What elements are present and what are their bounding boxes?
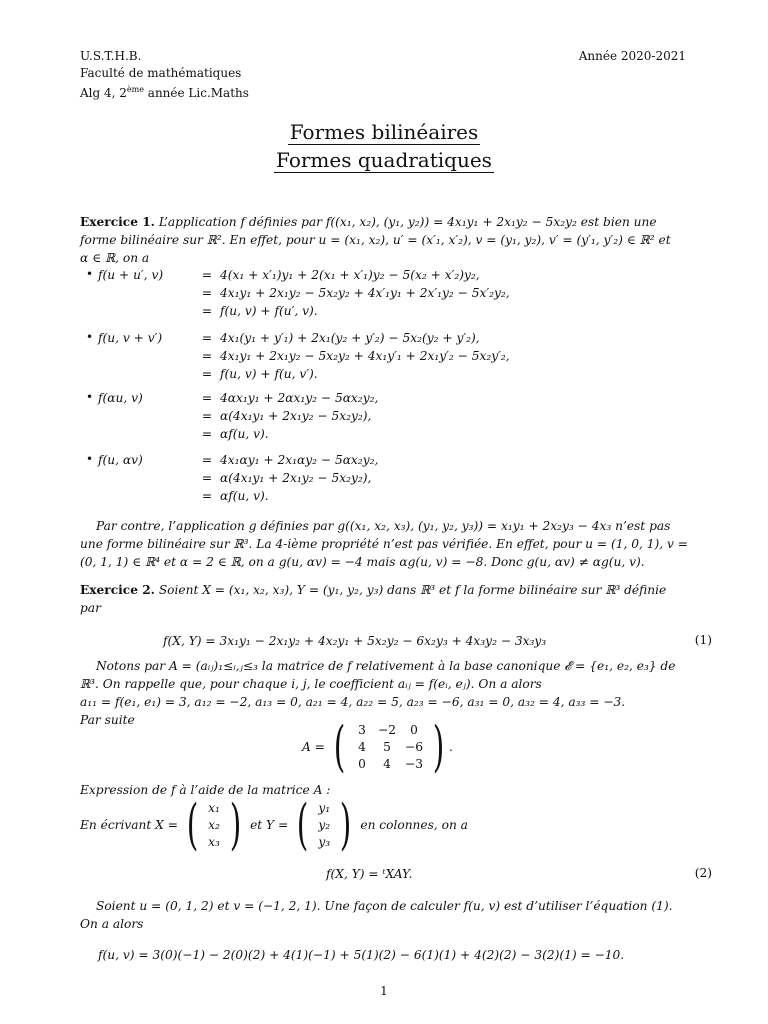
block2-rhs-2: 4x₁y₁ + 2x₁y₂ − 5x₂y₂ + 4x₁y′₁ + 2x₁y′₂ − 5x₂y′₂,	[220, 349, 510, 363]
ex1-block3-row2	[98, 408, 371, 425]
block2-rhs-3: f(u, v) + f(u, v′).	[220, 367, 318, 381]
eq-sign: =	[201, 304, 213, 318]
vector-cell: x₂	[208, 817, 220, 832]
ex2-eq2: f(X, Y) = ᵗXAY.	[326, 867, 413, 881]
ex2-soient-line-1: Soient u = (0, 1, 2) et v = (−1, 2, 1). Une façon de calculer f(u, v) est d’utiliser l’équation (1).	[96, 899, 673, 913]
ex2-soient-line-2: On a alors	[80, 917, 144, 931]
matrix-cell: 4	[383, 756, 391, 771]
ex2-eq1-number: (1)	[694, 633, 712, 647]
ex1-block4-row1	[98, 452, 378, 469]
ecrivant-text: En écrivant X =	[80, 818, 178, 832]
course-prefix: Alg 4, 2	[80, 86, 127, 100]
ex2-eq1: f(X, Y) = 3x₁y₁ − 2x₁y₂ + 4x₂y₁ + 5x₂y₂ − 6x₂y₃ + 4x₃y₂ − 3x₃y₃	[163, 634, 547, 648]
ex1-block1-row3	[98, 303, 318, 320]
colonnes-text: en colonnes, on a	[360, 818, 468, 832]
eq-sign: =	[201, 349, 213, 363]
title-text-2: Formes quadratiques	[276, 148, 492, 172]
header-course	[80, 82, 249, 101]
eq-sign: =	[201, 331, 213, 345]
eq-sign: =	[201, 453, 213, 467]
block1-rhs-3: f(u, v) + f(u′, v).	[220, 304, 318, 318]
ex1-block3-row1	[98, 390, 378, 407]
title-line-2	[0, 148, 768, 172]
matrix-cell: 4	[358, 739, 366, 754]
matrix-a	[302, 715, 453, 778]
block1-rhs-1: 4(x₁ + x′₁)y₁ + 2(x₁ + x′₁)y₂ − 5(x₂ + x′₂)y₂,	[220, 268, 480, 282]
block3-rhs-2: α(4x₁y₁ + 2x₁y₂ − 5x₂y₂),	[220, 409, 372, 423]
header-faculty: Faculté de mathématiques	[80, 66, 242, 80]
ex2-intro-line-1	[80, 582, 666, 599]
ex2-notons-line-1: Notons par A = (aᵢⱼ)₁≤ᵢ,ⱼ≤₃ la matrice de f relativement à la base canonique 𝓔 = {e₁, e₂, e₃} de	[96, 659, 676, 673]
matrix-cell: −6	[404, 739, 423, 754]
header-year: Année 2020-2021	[578, 49, 686, 63]
block2-lhs: f(u, v + v′)	[98, 331, 163, 345]
header-institution: U.S.T.H.B.	[80, 49, 142, 63]
ex1-block2-row2	[98, 348, 510, 365]
vector-cell: y₂	[318, 817, 331, 832]
block4-rhs-2: α(4x₁y₁ + 2x₁y₂ − 5x₂y₂),	[220, 471, 372, 485]
ex2-intro-line-2: par	[80, 601, 101, 615]
column-vectors-line	[80, 793, 468, 856]
ex2-calc: f(u, v) = 3(0)(−1) − 2(0)(2) + 4(1)(−1) + 5(1)(2) − 6(1)(1) + 4(2)(2) − 3(2)(1) = −10.	[98, 948, 625, 962]
matrix-cell: 0	[410, 722, 418, 737]
course-sup: ème	[126, 85, 144, 94]
right-paren: )	[340, 793, 352, 856]
matrix-a-end: .	[449, 740, 453, 754]
ex1-block4-row2	[98, 470, 371, 487]
block4-rhs-1: 4x₁αy₁ + 2x₁αy₂ − 5αx₂y₂,	[220, 453, 379, 467]
block1-lhs: f(u + u′, v)	[98, 268, 164, 282]
matrix-cell: 5	[383, 739, 391, 754]
ex2-expr-label: Expression de f à l’aide de la matrice A :	[80, 783, 331, 797]
block4-rhs-3: αf(u, v).	[220, 489, 269, 503]
ex1-label: Exercice 1.	[80, 215, 155, 229]
eq-sign: =	[201, 268, 213, 282]
ex1-contra-line-3: (0, 1, 1) ∈ ℝ⁴ et α = 2 ∈ ℝ, on a g(u, αv) = −4 mais αg(u, v) = −8. Donc g(u, αv) ≠ αg(u, v).	[80, 555, 645, 569]
ex1-block4-row3	[98, 488, 269, 505]
ex2-label: Exercice 2.	[80, 583, 155, 597]
vector-cell: x₃	[208, 834, 220, 849]
ex2-notons-line-3: a₁₁ = f(e₁, e₁) = 3, a₁₂ = −2, a₁₃ = 0, a₂₁ = 4, a₂₂ = 5, a₂₃ = −6, a₃₁ = 0, a₃₂ = 4, a₃₃ = −3.	[80, 695, 626, 709]
ex1-intro-text-1: L’application f définies par f((x₁, x₂), (y₁, y₂)) = 4x₁y₁ + 2x₁y₂ − 5x₂y₂ est bien une	[158, 215, 657, 229]
eq-sign: =	[201, 367, 213, 381]
title-text-1: Formes bilinéaires	[289, 120, 479, 144]
matrix-cell: −3	[404, 756, 423, 771]
ex1-intro-line-3: α ∈ ℝ, on a	[80, 251, 150, 265]
eq-sign: =	[201, 489, 213, 503]
ex1-contra-line-1: Par contre, l’application g définies par g((x₁, x₂, x₃), (y₁, y₂, y₃)) = x₁y₁ + 2x₂y₃ − 4x₃ n’est pas	[96, 519, 671, 533]
eq-sign: =	[201, 471, 213, 485]
ex2-eq2-number: (2)	[694, 866, 712, 880]
matrix-cell: 3	[358, 722, 366, 737]
et-y-text: et Y =	[250, 818, 289, 832]
block2-rhs-1: 4x₁(y₁ + y′₁) + 2x₁(y₂ + y′₂) − 5x₂(y₂ + y′₂),	[220, 331, 480, 345]
bullet: •	[86, 390, 94, 404]
course-suffix: année Lic.Maths	[143, 86, 249, 100]
ex1-block2-row1	[98, 330, 480, 347]
ex1-intro-line-1	[80, 214, 657, 231]
x-vector	[203, 800, 225, 851]
ex1-block1-row1	[98, 267, 480, 284]
vector-cell: y₁	[318, 800, 331, 815]
left-paren: (	[186, 793, 199, 856]
bullet: •	[86, 452, 94, 466]
ex1-contra-line-2: une forme bilinéaire sur ℝ³. La 4-ième propriété n’est pas vérifiée. En effet, pour u = (1, 0, 1), v =	[80, 537, 688, 551]
y-vector	[313, 800, 335, 851]
vector-cell: y₃	[318, 834, 331, 849]
block4-lhs: f(u, αv)	[98, 453, 143, 467]
ex1-block3-row3	[98, 426, 269, 443]
page-number: 1	[380, 984, 388, 998]
bullet: •	[86, 267, 94, 281]
ex1-block2-row3	[98, 366, 318, 383]
bullet: •	[86, 330, 94, 344]
block3-lhs: f(αu, v)	[98, 391, 143, 405]
right-paren: )	[229, 793, 242, 856]
ex2-notons-line-2: ℝ³. On rappelle que, pour chaque i, j, le coefficient aᵢⱼ = f(eᵢ, eⱼ). On a alors	[80, 677, 542, 691]
matrix-cell: −2	[377, 722, 396, 737]
ex2-notons-line-4: Par suite	[80, 713, 135, 727]
eq-sign: =	[201, 391, 213, 405]
ex1-intro-line-2: forme bilinéaire sur ℝ². En effet, pour u = (x₁, x₂), u′ = (x′₁, x′₂), v = (y₁, y₂), v′ = (y′₁, y′₂) ∈ ℝ² et	[80, 233, 671, 247]
matrix-cell: 0	[358, 756, 366, 771]
eq-sign: =	[201, 427, 213, 441]
block3-rhs-1: 4αx₁y₁ + 2αx₁y₂ − 5αx₂y₂,	[220, 391, 379, 405]
matrix-a-grid	[350, 722, 428, 773]
block1-rhs-2: 4x₁y₁ + 2x₁y₂ − 5x₂y₂ + 4x′₁y₁ + 2x′₁y₂ − 5x′₂y₂,	[220, 286, 510, 300]
ex2-intro-text-1: Soient X = (x₁, x₂, x₃), Y = (y₁, y₂, y₃) dans ℝ³ et f la forme bilinéaire sur ℝ³ définie	[158, 583, 667, 597]
left-paren: (	[296, 793, 309, 856]
vector-cell: x₁	[208, 800, 220, 815]
title-line-1	[0, 120, 768, 144]
eq-sign: =	[201, 286, 213, 300]
ex1-block1-row2	[98, 285, 510, 302]
eq-sign: =	[201, 409, 213, 423]
matrix-a-label: A =	[302, 740, 325, 754]
block3-rhs-3: αf(u, v).	[220, 427, 269, 441]
right-paren: )	[432, 715, 445, 778]
left-paren: (	[333, 715, 346, 778]
